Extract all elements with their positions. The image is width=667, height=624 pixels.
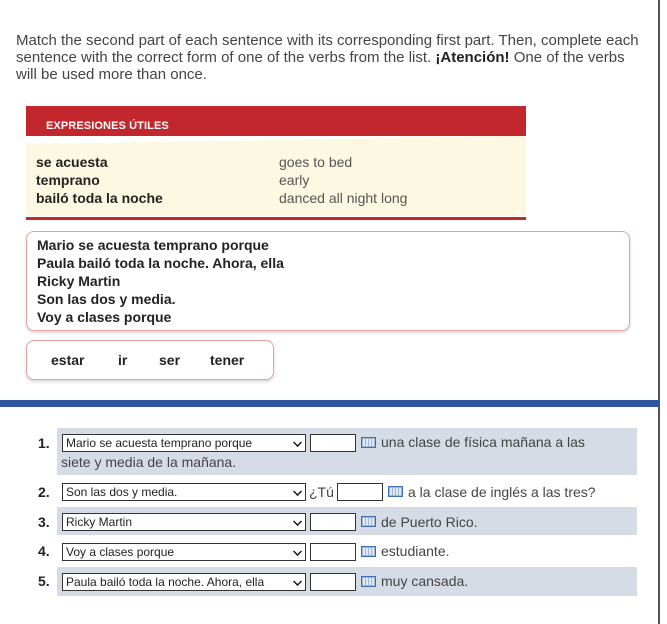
instructions [16,32,641,83]
sentence-starter: Mario se acuesta temprano porque [37,237,269,253]
verb-option: tener [210,352,245,368]
verb-input[interactable] [310,543,356,561]
verb-option: ir [118,352,128,368]
sentence-starters-box [26,231,630,331]
chevron-down-icon [293,517,302,526]
expresion-english: goes to bed [279,154,353,170]
sentence-ending: estudiante. [381,543,450,559]
sentence-ending-continued: siete y media de la mañana. [61,454,237,470]
expresiones-title: EXPRESIONES ÚTILES [46,120,169,132]
sentence-starter: Son las dos y media. [37,291,176,307]
item-number: 1. [38,435,50,451]
item-number: 3. [38,514,50,530]
chevron-down-icon [293,577,302,586]
attention-label: ¡Atención! [435,49,510,66]
instructions-text-2: One of the verbs will be used more than once. [16,49,625,83]
sentence-select[interactable] [62,513,306,531]
expresiones-bottom-rule [26,217,526,220]
sentence-prefix: ¿Tú [309,484,334,500]
expresion-english: danced all night long [279,190,408,206]
exercise-row-5 [57,567,637,596]
instructions-text-1: Match the second part of each sentence with its corresponding first part. Then, complete each sentence with the correct form of one of the verbs from the list. [16,32,639,66]
chevron-down-icon [293,547,302,556]
verb-option: ser [159,352,181,368]
verb-input[interactable] [310,434,356,452]
select-value: Paula bailó toda la noche. Ahora, ella [66,575,265,589]
keyboard-icon[interactable] [361,437,376,448]
expresion-spanish: temprano [36,172,100,188]
sentence-ending: de Puerto Rico. [381,514,478,530]
sentence-ending: muy cansada. [381,573,469,589]
verb-input[interactable] [310,513,356,531]
chevron-down-icon [293,438,302,447]
select-value: Voy a clases porque [66,545,175,559]
sentence-starter: Voy a clases porque [37,309,172,325]
verb-input[interactable] [310,573,356,591]
keyboard-icon[interactable] [388,486,403,497]
select-value: Son las dos y media. [66,485,178,499]
sentence-select[interactable] [62,434,306,452]
exercise-row-2 [57,478,637,505]
expresion-spanish: bailó toda la noche [36,190,163,206]
verb-list-box [26,340,274,380]
item-number: 4. [38,543,50,559]
chevron-down-icon [293,487,302,496]
sentence-select[interactable] [62,573,306,591]
exercise-row-3 [57,507,637,535]
expresion-spanish: se acuesta [36,154,108,170]
item-number: 2. [38,484,50,500]
sentence-ending: una clase de física mañana a las [381,434,585,450]
page-right-border [658,0,660,624]
expresiones-utiles-box [26,106,526,220]
exercise-row-4 [57,537,637,565]
expresion-english: early [279,172,310,188]
sentence-ending: a la clase de inglés a las tres? [408,484,596,500]
keyboard-icon[interactable] [361,576,376,587]
keyboard-icon[interactable] [361,516,376,527]
select-value: Ricky Martin [66,515,133,529]
sentence-starter: Ricky Martin [37,273,121,289]
verb-option: estar [51,352,85,368]
exercise-row-1 [57,428,637,475]
section-divider [0,400,659,407]
select-value: Mario se acuesta temprano porque [66,436,253,450]
keyboard-icon[interactable] [361,546,376,557]
sentence-select[interactable] [62,483,306,501]
expresiones-header [26,106,526,136]
item-number: 5. [38,573,50,589]
sentence-select[interactable] [62,543,306,561]
sentence-starter: Paula bailó toda la noche. Ahora, ella [37,255,284,271]
verb-input[interactable] [337,483,383,501]
